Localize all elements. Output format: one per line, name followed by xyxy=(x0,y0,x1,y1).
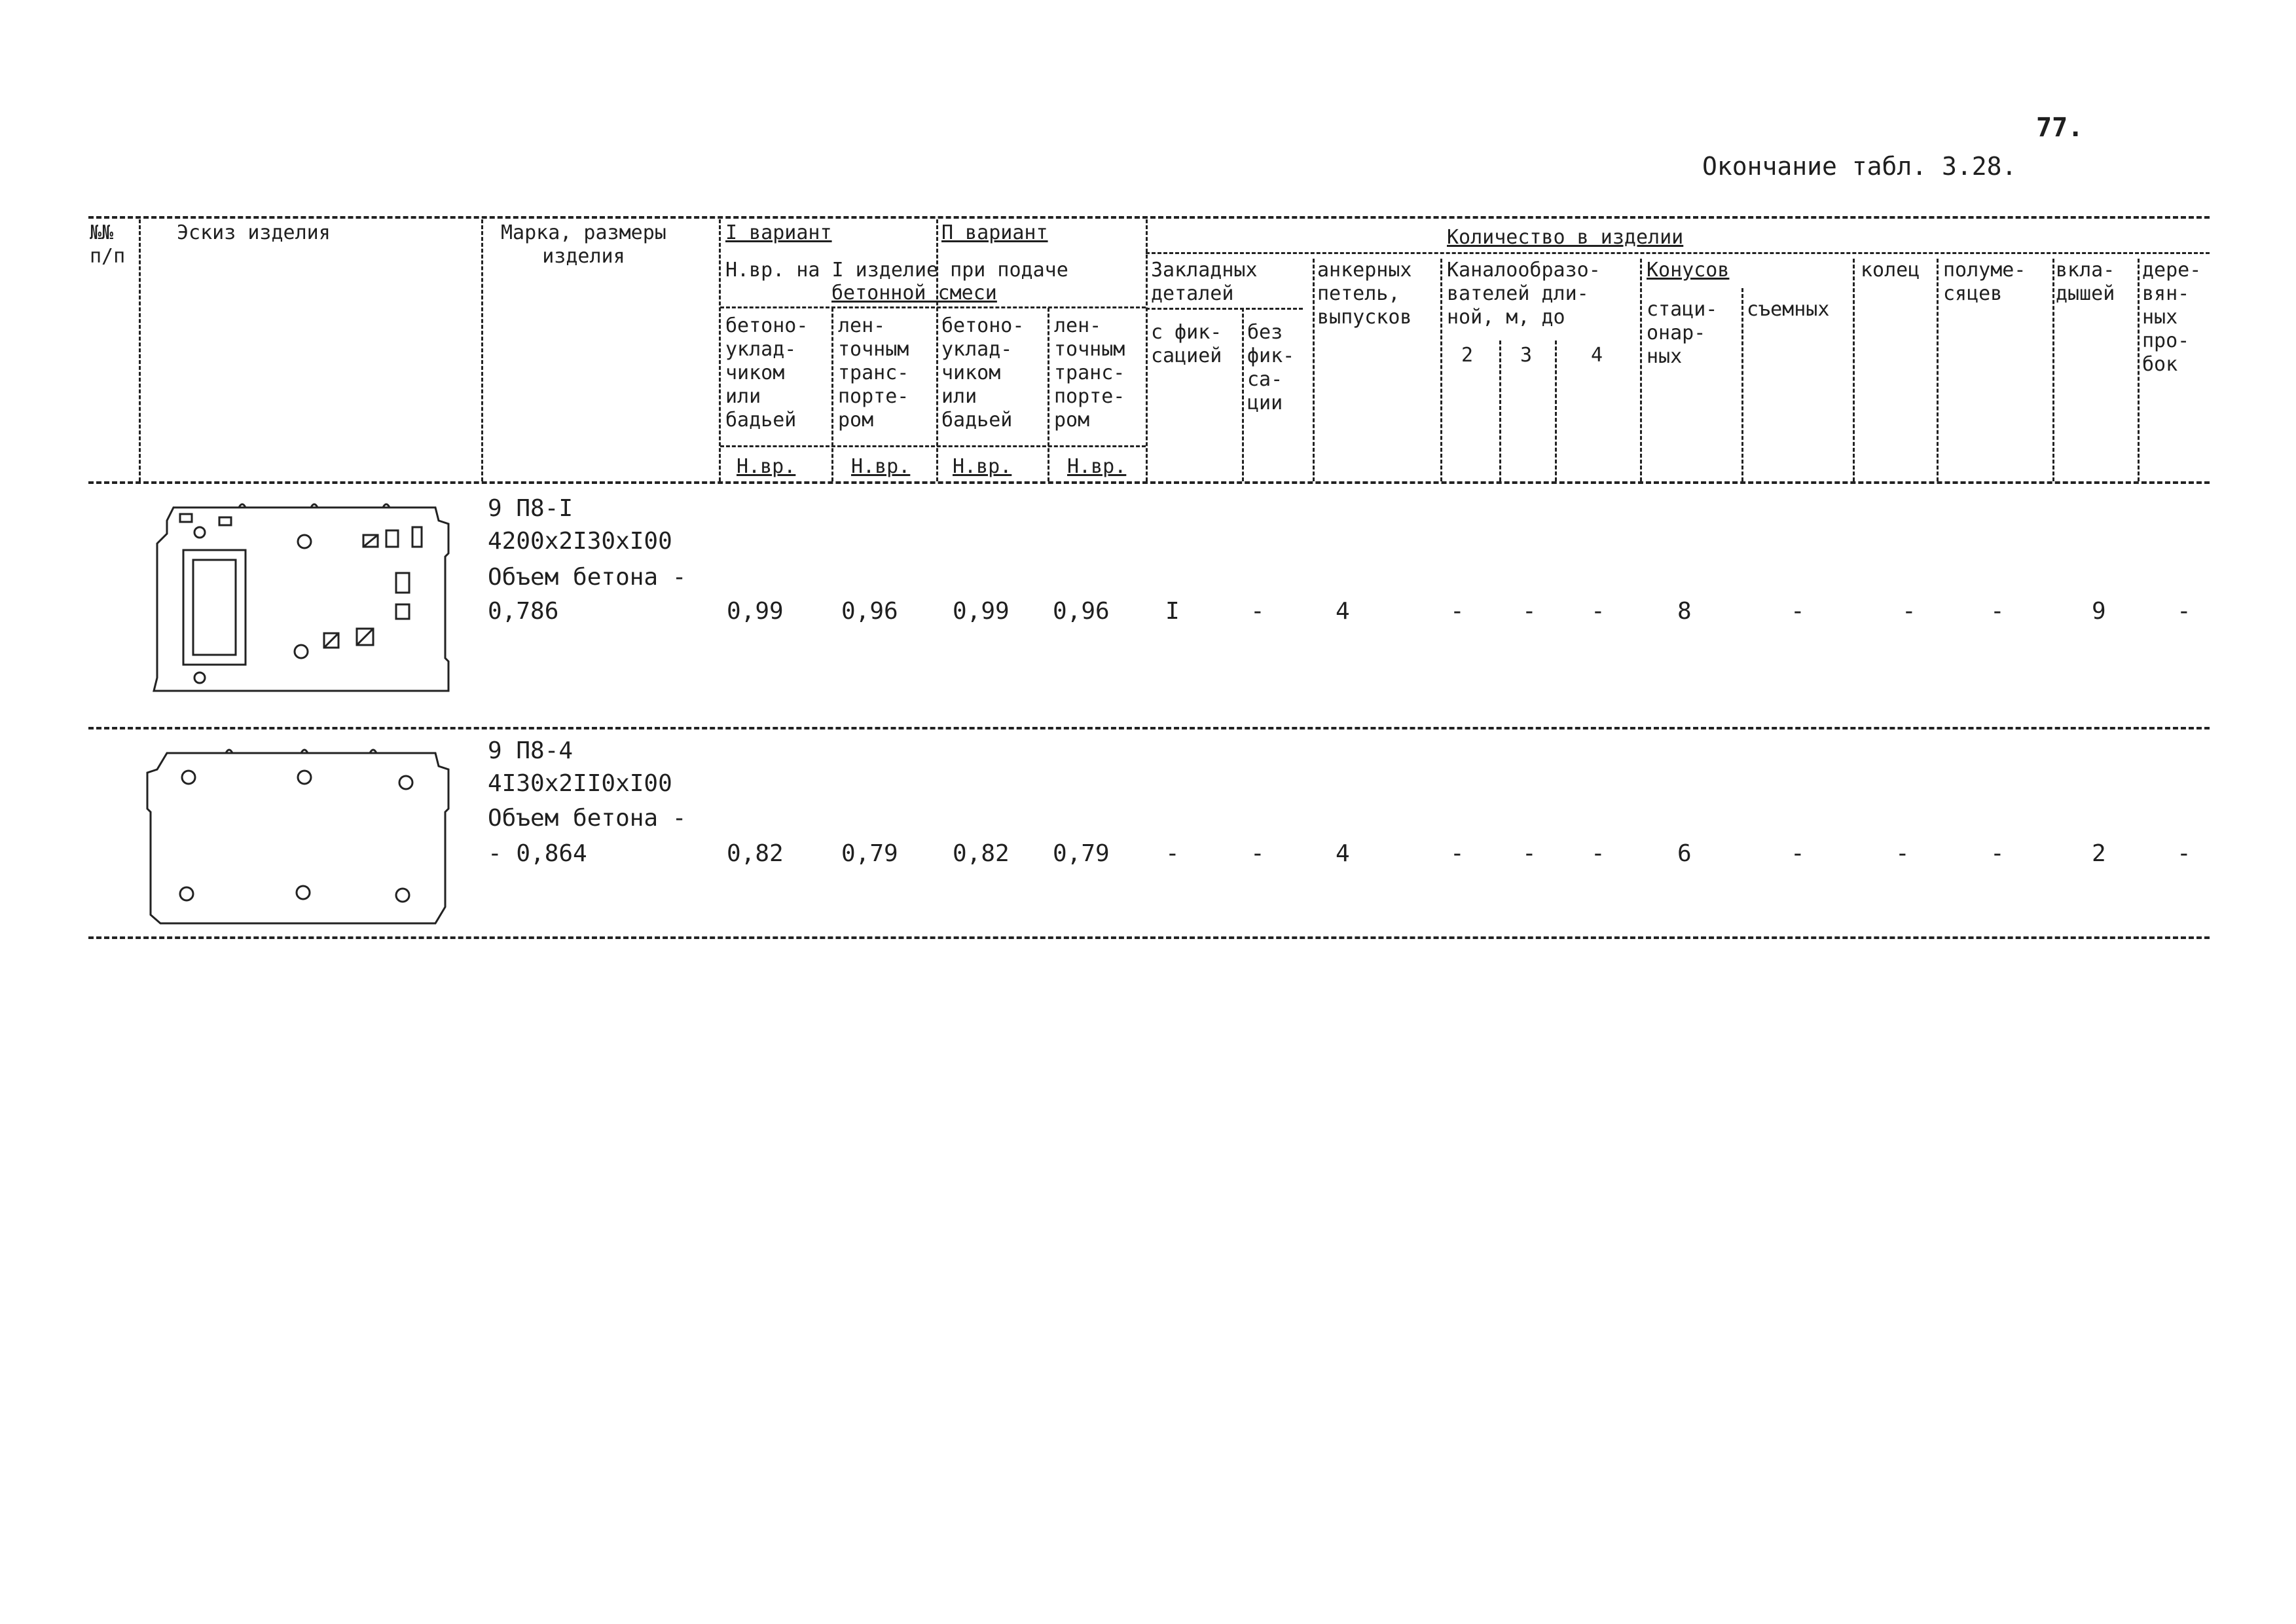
header-sub-beton1: бетоно- уклад- чиком или бадьей xyxy=(725,314,809,432)
qty-value: - xyxy=(1902,598,1916,625)
header-without-fix: без фик- са- ции xyxy=(1247,321,1295,415)
header-cones: Конусов xyxy=(1647,259,1730,282)
panel-sketch-icon xyxy=(147,494,462,697)
table-caption: Окончание табл. 3.28. xyxy=(1702,152,2017,181)
header-plugs: дере- вян- ных про- бок xyxy=(2142,259,2202,376)
header-sub-beton2: бетоно- уклад- чиком или бадьей xyxy=(941,314,1025,432)
qty-value: - xyxy=(1990,840,2005,867)
header-hvr-caption-2: бетонной смеси xyxy=(831,282,997,304)
qty-value: 4 xyxy=(1336,840,1350,867)
qty-value: 8 xyxy=(1677,598,1692,625)
panel-sketch-icon xyxy=(144,743,458,930)
qty-value: - xyxy=(1895,840,1910,867)
hvr-value: 0,82 xyxy=(953,840,1010,867)
col-divider-h3 xyxy=(1048,308,1049,481)
hvr-value: 0,96 xyxy=(1053,598,1110,625)
header-anchor: анкерных петель, выпусков xyxy=(1317,259,1412,329)
embedded-rule xyxy=(1146,308,1303,310)
col-divider-sketch xyxy=(481,219,483,481)
header-sketch: Эскиз изделия xyxy=(177,221,331,244)
qty-value: - xyxy=(1450,840,1465,867)
product-mark: 9 П8-I xyxy=(488,495,574,522)
col-divider-h4 xyxy=(1146,219,1148,481)
qty-value: 6 xyxy=(1677,840,1692,867)
header-unit-4: Н.вр. xyxy=(1067,455,1127,478)
header-embedded: Закладных деталей xyxy=(1151,259,1258,305)
header-sub-lent1: лен- точным транс- порте- ром xyxy=(838,314,909,432)
header-hvr-caption-1: Н.вр. на I изделие при подаче xyxy=(725,259,1068,282)
header-variant1: I вариант xyxy=(725,221,832,244)
col-divider-stationary xyxy=(1741,288,1743,481)
product-size: 4200x2I30xI00 xyxy=(488,528,672,555)
col-divider-num xyxy=(139,219,141,481)
volume-label: Объем бетона - xyxy=(488,805,687,832)
volume-label: Объем бетона - xyxy=(488,564,687,591)
hvr-value: 0,79 xyxy=(841,840,898,867)
qty-value: - xyxy=(1522,840,1537,867)
col-divider-embedded xyxy=(1313,259,1315,481)
hvr-value: 0,82 xyxy=(727,840,784,867)
header-mark: Марка, размеры изделия xyxy=(501,221,666,268)
header-stationary: стаци- онар- ных xyxy=(1647,298,1718,368)
header-bottom-rule xyxy=(88,481,2210,484)
header-with-fix: с фик- сацией xyxy=(1151,321,1222,367)
qty-value: 4 xyxy=(1336,598,1350,625)
qty-value: - xyxy=(1591,598,1605,625)
qty-value: - xyxy=(2177,598,2191,625)
col-divider-cones xyxy=(1853,259,1855,481)
qty-value: - xyxy=(2177,840,2191,867)
hvr-caption-rule xyxy=(720,306,1146,308)
header-rings: колец xyxy=(1861,259,1920,282)
header-unit-2: Н.вр. xyxy=(851,455,911,478)
page-number: 77. xyxy=(2036,113,2084,143)
unit-rule xyxy=(720,445,1146,447)
col-divider-halfrings xyxy=(2052,259,2054,481)
volume-value: - 0,864 xyxy=(488,840,587,867)
qty-value: - xyxy=(1450,598,1465,625)
col-divider-mark xyxy=(719,219,721,481)
quantity-underline xyxy=(1146,252,2210,254)
qty-value: - xyxy=(1990,598,2005,625)
row-separator-rule xyxy=(88,727,2210,729)
qty-value: - xyxy=(1165,840,1180,867)
col-divider-channel xyxy=(1640,259,1642,481)
col-divider-fix xyxy=(1242,308,1244,481)
header-halfrings: полуме- сяцев xyxy=(1943,259,2026,305)
hvr-value: 0,96 xyxy=(841,598,898,625)
header-len3: 3 xyxy=(1520,344,1533,367)
col-divider-anchor xyxy=(1440,259,1442,481)
hvr-value: 0,79 xyxy=(1053,840,1110,867)
qty-value: - xyxy=(1250,598,1265,625)
product-size: 4I30x2II0xI00 xyxy=(488,770,672,797)
col-divider-len2 xyxy=(1499,341,1501,481)
qty-value: - xyxy=(1250,840,1265,867)
header-channel: Каналообразо- вателей дли- ной, м, до xyxy=(1447,259,1601,329)
header-len2: 2 xyxy=(1461,344,1474,367)
qty-value: - xyxy=(1522,598,1537,625)
col-divider-h1 xyxy=(831,308,833,481)
qty-value: - xyxy=(1791,840,1805,867)
qty-value: I xyxy=(1165,598,1180,625)
hvr-value: 0,99 xyxy=(727,598,784,625)
header-unit-1: Н.вр. xyxy=(737,455,796,478)
header-unit-3: Н.вр. xyxy=(953,455,1012,478)
header-num: №№ п/п xyxy=(90,221,126,268)
header-len4: 4 xyxy=(1591,344,1603,367)
header-variant2: П вариант xyxy=(941,221,1048,244)
qty-value: 9 xyxy=(2092,598,2106,625)
qty-value: - xyxy=(1591,840,1605,867)
col-divider-rings xyxy=(1937,259,1939,481)
header-inserts: вкла- дышей xyxy=(2056,259,2115,305)
qty-value: 2 xyxy=(2092,840,2106,867)
table-top-rule xyxy=(88,216,2210,219)
col-divider-inserts xyxy=(2138,259,2140,481)
product-mark: 9 П8-4 xyxy=(488,737,574,764)
table-bottom-rule xyxy=(88,936,2210,939)
header-sub-lent2: лен- точным транс- порте- ром xyxy=(1054,314,1125,432)
header-quantity: Количество в изделии xyxy=(1447,226,1684,249)
qty-value: - xyxy=(1791,598,1805,625)
hvr-value: 0,99 xyxy=(953,598,1010,625)
volume-value: 0,786 xyxy=(488,598,559,625)
header-removable: съемных xyxy=(1747,298,1830,321)
col-divider-len3 xyxy=(1555,341,1557,481)
